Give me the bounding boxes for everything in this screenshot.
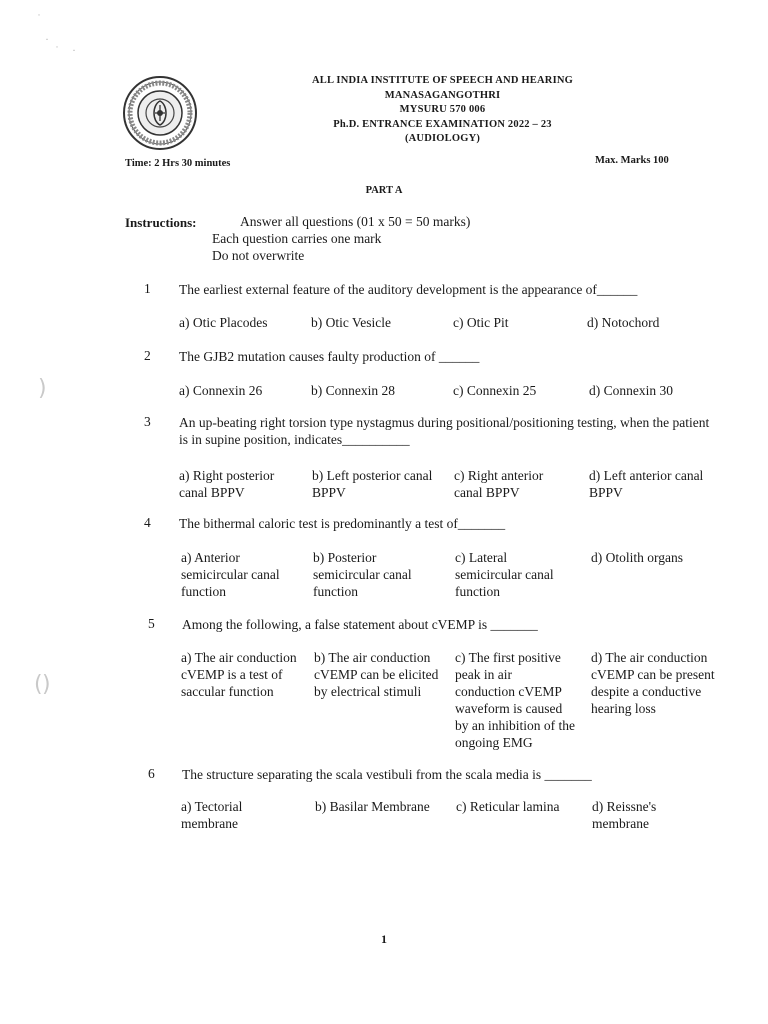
- question-text: An up-beating right torsion type nystagmus during positional/positioning testing, when the patient is in supine position, indicates__________: [179, 415, 710, 447]
- option-c: c) Connexin 25: [453, 383, 537, 398]
- option-a: a) Right posterior canal BPPV: [179, 468, 275, 500]
- option-a: a) Anterior semicircular canal function: [181, 550, 280, 599]
- question-number: 4: [144, 515, 151, 530]
- punch-hole-mark: ): [42, 672, 51, 697]
- question-text: Among the following, a false statement about cVEMP is _______: [182, 617, 538, 632]
- option-a: a) Tectorial membrane: [181, 799, 243, 831]
- institute-area: MANASAGANGOTHRI: [384, 89, 501, 101]
- scan-speck: ˙: [55, 43, 59, 57]
- instruction-line: Do not overwrite: [212, 248, 305, 263]
- option-c: c) Right anterior canal BPPV: [454, 468, 544, 500]
- part-heading: PART A: [365, 185, 403, 196]
- question-number: 5: [148, 616, 155, 631]
- option-b: b) The air conduction cVEMP can be elicited by electrical stimuli: [314, 650, 439, 699]
- option-d: d) Notochord: [587, 315, 660, 330]
- option-b: b) Otic Vesicle: [311, 315, 391, 330]
- exam-title: Ph.D. ENTRANCE EXAMINATION 2022 – 23: [333, 118, 552, 130]
- max-marks: Max. Marks 100: [595, 155, 669, 166]
- question-number: 6: [148, 766, 155, 781]
- option-d: d) Otolith organs: [591, 550, 683, 565]
- option-b: b) Basilar Membrane: [315, 799, 430, 814]
- page-number: 1: [381, 932, 387, 946]
- option-a: a) Connexin 26: [179, 383, 263, 398]
- option-c: c) The first positive peak in air conduction cVEMP waveform is caused by an inhibition of the ongoing EMG: [455, 650, 575, 750]
- question-number: 2: [144, 348, 151, 363]
- exam-subject: (AUDIOLOGY): [404, 133, 481, 144]
- option-c: c) Otic Pit: [453, 315, 509, 330]
- instructions-label: Instructions:: [125, 215, 197, 230]
- question-text: The bithermal caloric test is predominantly a test of_______: [179, 516, 506, 531]
- institute-city: MYSURU 570 006: [399, 104, 486, 115]
- instructions-list: [212, 213, 470, 264]
- option-b: b) Left posterior canal BPPV: [312, 468, 433, 500]
- option-a: a) The air conduction cVEMP is a test of saccular function: [181, 650, 297, 699]
- question-number: 1: [144, 281, 151, 296]
- punch-hole-mark: ): [38, 376, 47, 401]
- scan-speck: ˙: [37, 11, 41, 25]
- scan-speck: ·: [72, 43, 76, 57]
- exam-duration: Time: 2 Hrs 30 minutes: [125, 158, 231, 169]
- institute-seal-icon: [122, 75, 198, 151]
- instruction-line: Each question carries one mark: [212, 231, 382, 246]
- question-text: The structure separating the scala vestibuli from the scala media is _______: [182, 767, 592, 782]
- question-text: The earliest external feature of the auditory development is the appearance of______: [179, 282, 638, 297]
- instruction-line: Answer all questions (01 x 50 = 50 marks): [240, 214, 471, 229]
- option-b: b) Posterior semicircular canal function: [313, 550, 412, 599]
- option-d: d) The air conduction cVEMP can be present despite a conductive hearing loss: [591, 650, 715, 716]
- option-a: a) Otic Placodes: [179, 315, 268, 330]
- institute-name: ALL INDIA INSTITUTE OF SPEECH AND HEARING: [311, 75, 574, 86]
- question-number: 3: [144, 414, 151, 429]
- option-d: d) Left anterior canal BPPV: [589, 468, 704, 500]
- option-d: d) Connexin 30: [589, 383, 673, 398]
- institute-header: [255, 74, 630, 147]
- option-c: c) Lateral semicircular canal function: [455, 550, 554, 599]
- option-b: b) Connexin 28: [311, 383, 395, 398]
- question-text: The GJB2 mutation causes faulty production of ______: [179, 349, 480, 364]
- punch-hole-mark: (: [34, 672, 43, 697]
- option-c: c) Reticular lamina: [456, 799, 560, 814]
- option-d: d) Reissne's membrane: [592, 799, 657, 831]
- scan-speck: ·: [45, 32, 49, 46]
